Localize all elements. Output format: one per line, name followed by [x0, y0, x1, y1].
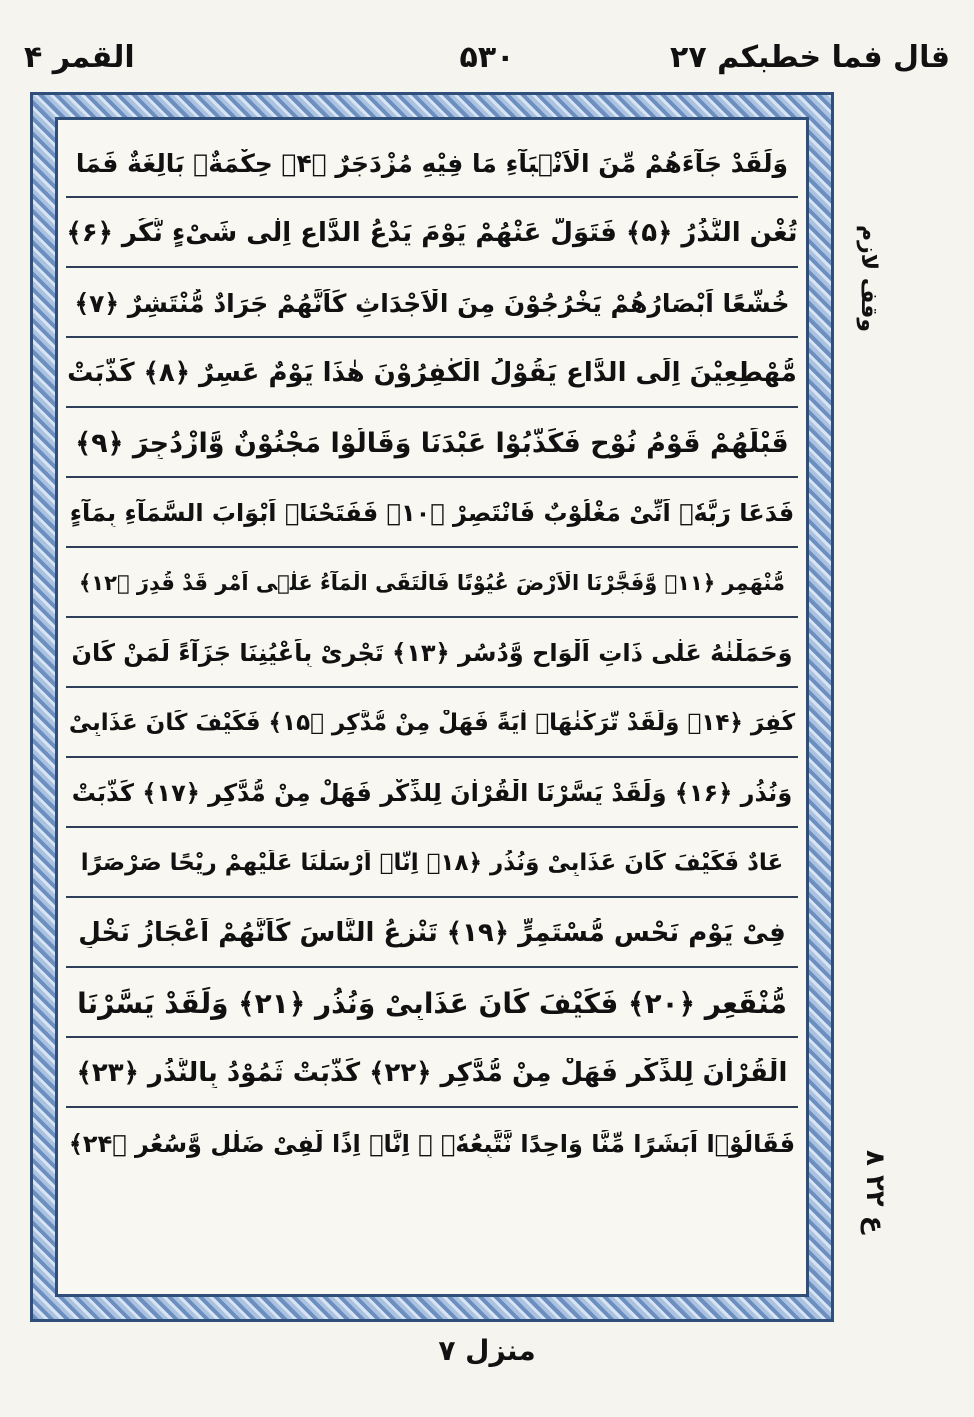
verse-text: الْقُرْاٰنَ لِلذِّكْرِ فَهَلْ مِنْ مُّدَّكِرٍ ﴿۲۲﴾ كَذَّبَتْ ثَمُوْدُ بِالنُّذُرِ ﴿۲۳﴾ — [76, 1058, 788, 1088]
text-line — [66, 550, 798, 618]
text-line — [66, 270, 798, 338]
text-line — [66, 1110, 798, 1178]
para-name: قال فما خطبکم ۲۷ — [670, 40, 950, 75]
text-line — [66, 620, 798, 688]
verse-text: فِیْ یَوْمِ نَحْسٍ مُّسْتَمِرٍّ ﴿۱۹﴾ تَنْزِعُ النَّاسَ كَاَنَّهُمْ اَعْجَازُ نَخْلٍ — [78, 918, 786, 948]
surah-name: القمر ۴ — [24, 40, 135, 75]
ruku-marker: ع ۲۲ ۸ — [860, 1150, 890, 1234]
page-header — [20, 40, 954, 90]
verse-text: وَنُذُرِ ﴿۱۶﴾ وَلَقَدْ یَسَّرْنَا الْقُرْاٰنَ لِلذِّكْرِ فَهَلْ مِنْ مُّدَّكِرٍ ﴿۱۷﴾ كَذَّبَتْ — [71, 779, 793, 807]
verse-text: وَلَقَدْ جَآءَهُمْ مِّنَ الْاَنْۢبَآءِ مَا فِیْهِ مُزْدَجَرٌ ﴿۴﴾ حِكْمَةٌۢ بَالِغَةٌ فَمَا — [75, 148, 789, 178]
text-line — [66, 1040, 798, 1108]
verse-text: فَقَالُوْۤا اَبَشَرًا مِّنَّا وَاحِدًا نَّتَّبِعُهٗۤ ۙ اِنَّاۤ اِذًا لَّفِیْ ضَلٰلٍ وَّسُعُرٍ ﴿۲۴﴾ — [68, 1130, 796, 1158]
ornamental-border — [30, 92, 834, 1322]
verse-text: عَادٌ فَكَیْفَ كَانَ عَذَابِیْ وَنُذُرِ ﴿۱۸﴾ اِنَّاۤ اَرْسَلْنَا عَلَیْهِمْ رِیْحًا صَرْصَرًا — [80, 850, 784, 876]
waqf-lazim-note: وقف لازم — [856, 225, 881, 333]
verse-text: كُفِرَ ﴿۱۴﴾ وَلَقَدْ تَّرَكْنٰهَاۤ اٰیَةً فَهَلْ مِنْ مُّدَّكِرٍ ﴿۱۵﴾ فَكَیْفَ كَانَ عَذَابِیْ — [68, 710, 796, 736]
page-number: ۵۳۰ — [459, 40, 515, 75]
verse-text: قَبْلَهُمْ قَوْمُ نُوْحٍ فَكَذَّبُوْا عَبْدَنَا وَقَالُوْا مَجْنُوْنٌ وَّازْدُجِرَ ﴿۹﴾ — [75, 427, 789, 459]
text-line — [66, 200, 798, 268]
verse-text: تُغْنِ النُّذُرُ ﴿۵﴾ فَتَوَلَّ عَنْهُمْ یَوْمَ یَدْعُ الدَّاعِ اِلٰى شَیْءٍ نُّكُرٍ ﴿۶﴾ — [66, 218, 798, 248]
text-line — [66, 340, 798, 408]
text-line — [66, 970, 798, 1038]
text-line — [66, 690, 798, 758]
verse-text: مُّهْطِعِیْنَ اِلَى الدَّاعِ یَقُوْلُ الْكٰفِرُوْنَ هٰذَا یَوْمٌ عَسِرٌ ﴿۸﴾ كَذَّبَتْ — [67, 358, 797, 388]
text-line — [66, 410, 798, 478]
verse-text: مُّنْهَمِرٍ ﴿۱۱﴾ وَّفَجَّرْنَا الْاَرْضَ عُیُوْنًا فَالْتَقَى الْمَآءُ عَلٰۤى اَمْرٍ قَدْ قُدِرَ ﴿۱۲﴾ — [78, 571, 786, 595]
verse-text: فَدَعَا رَبَّهٗۤ اَنِّیْ مَغْلُوْبٌ فَانْتَصِرْ ﴿۱۰﴾ فَفَتَحْنَاۤ اَبْوَابَ السَّمَآءِ بِمَآءٍ — [69, 499, 795, 527]
text-line — [66, 900, 798, 968]
verse-text: وَحَمَلْنٰهُ عَلٰى ذَاتِ اَلْوَاحٍ وَّدُسُرٍ ﴿۱۳﴾ تَجْرِیْ بِاَعْیُنِنَا جَزَآءً لِّمَنْ كَانَ — [71, 639, 793, 667]
text-line — [66, 830, 798, 898]
manzil-footer: منزل ۷ — [438, 1334, 536, 1367]
verse-text: مُّنْقَعِرٍ ﴿۲۰﴾ فَكَیْفَ كَانَ عَذَابِیْ وَنُذُرِ ﴿۲۱﴾ وَلَقَدْ یَسَّرْنَا — [77, 986, 787, 1020]
text-panel — [55, 117, 809, 1297]
text-line — [66, 760, 798, 828]
text-line — [66, 480, 798, 548]
text-line — [66, 130, 798, 198]
verse-text: خُشَّعًا اَبْصَارُهُمْ یَخْرُجُوْنَ مِنَ الْاَجْدَاثِ كَاَنَّهُمْ جَرَادٌ مُّنْتَشِرٌ ﴿۷﴾ — [74, 288, 790, 318]
